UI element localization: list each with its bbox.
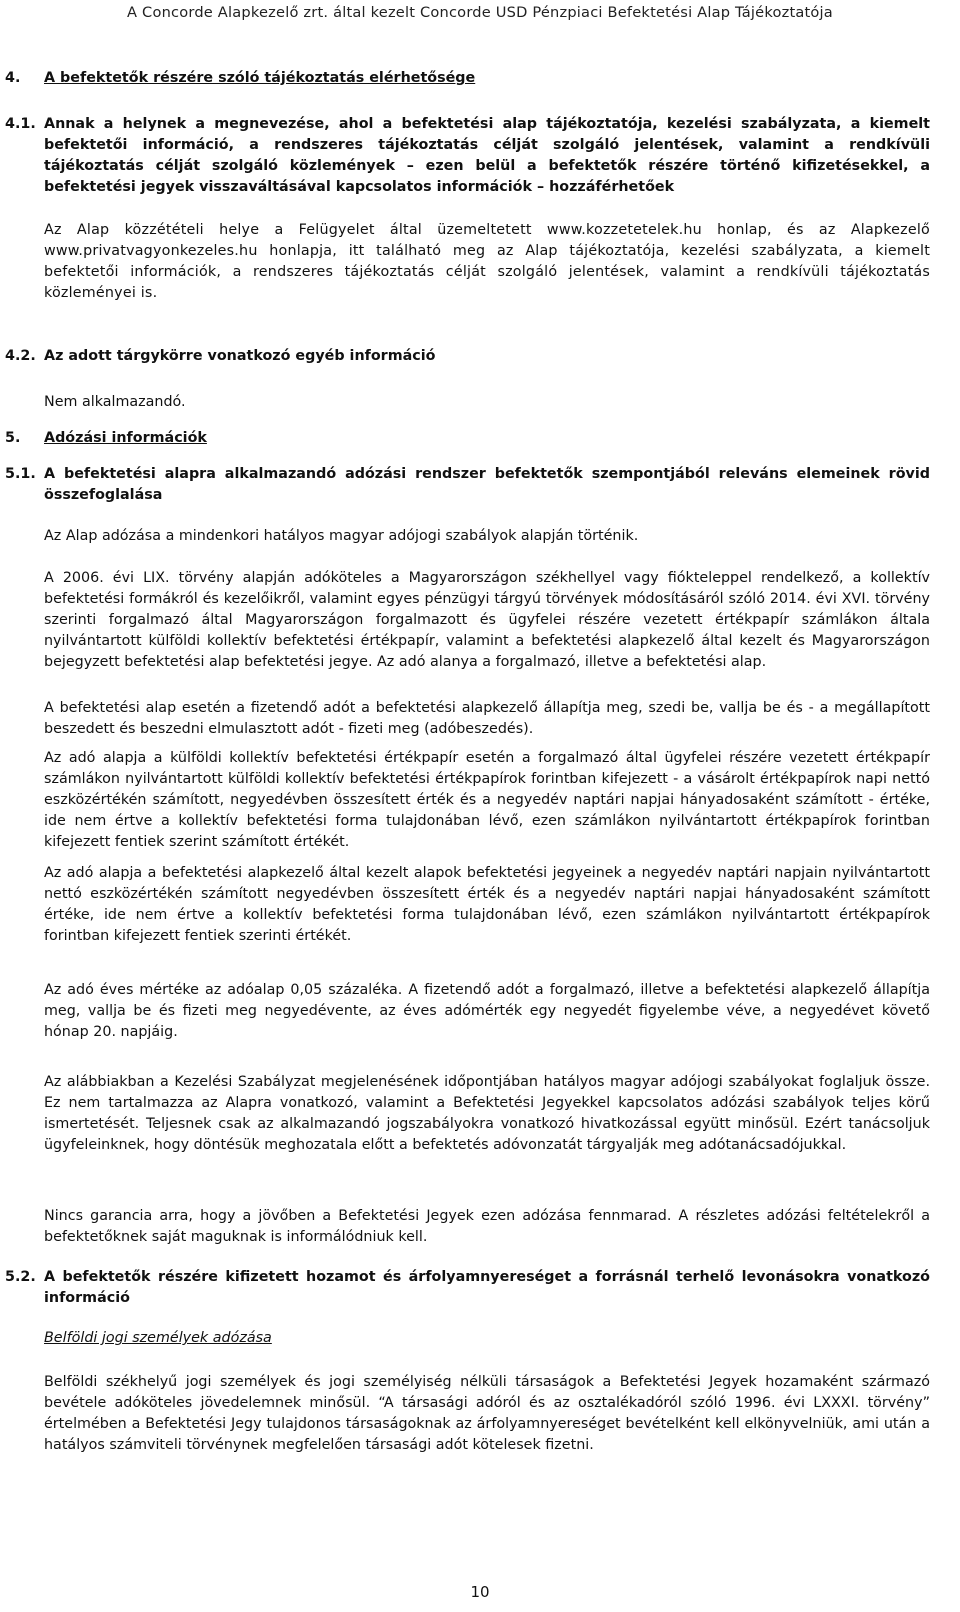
tax-paragraph-2: A 2006. évi LIX. törvény alapján adóköteles a Magyarországon székhellyel vagy fióktelеppel rendelkező, a kollektív befektetési formákról és kezelőikről, valamint egyes pénzügyi tárgyú törvények módosításáról szóló 2014. évi XVI. törvény szerinti forgalmazó által Magyarországon forgalmazott és ügyfelei részére vezetett értékpapír számlákon általa nyilvántartott külföldi kollektív befektetési értékpapír, valamint a befektetési alapkezelő által kezelt és Magyarországon bejegyzett befektetési alap befektetési jegye. Az adó alanya a forgalmazó, illetve a befektetési alap. bbox=[44, 570, 930, 670]
section-5-2-body: Belföldi székhelyű jogi személyek és jogi személyiség nélküli társaságok a Befektetési Jegyek hozamaként származó bevétele adóköteles jövedelemnek minősül. “A társasági adóról és az osztalékadóról szóló 1996. évi LXXXI. törvény” értelmében a Befektetési Jegy tulajdonos társaságoknak az árfolyamnyereséget bevételként kell elkönyvelniük, ami után a hatályos számviteli törvénynek megfelelően társasági adót kötelesek fizetni. bbox=[44, 1374, 930, 1453]
section-4-heading bbox=[5, 68, 930, 89]
section-5-1-title: A befektetési alapra alkalmazandó adózási rendszer befektetők szempontjából releváns elemeinek rövid összefoglalása bbox=[44, 466, 930, 503]
section-5-1-number: 5.1. bbox=[5, 466, 36, 482]
section-4-number: 4. bbox=[5, 70, 21, 86]
tax-paragraph-5: Az adó alapja a befektetési alapkezelő által kezelt alapok befektetési jegyeinek a negyedév naptári napjain nyilvántartott nettó eszközértékén számított negyedévben összesített érték és a negyedév naptári napjai hányadosaként számított értéke, ide nem értve a kollektív befektetési forma tulajdonában lévő, ezen számlákon nyilvántartott értékpapírok forintban kifejezett fentiek szerinti értékét. bbox=[44, 865, 930, 944]
section-5-heading bbox=[5, 428, 930, 449]
section-5-1-heading bbox=[5, 464, 930, 506]
section-4-2-body: Nem alkalmazandó. bbox=[44, 394, 186, 410]
section-4-2-number: 4.2. bbox=[5, 348, 36, 364]
section-4-1-title: Annak a helynek a megnevezése, ahol a befektetési alap tájékoztatója, kezelési szabályzata, a kiemelt befektetői információ, a rendszeres tájékoztatás célját szolgáló jelentések, valamint a rendkívüli tájékoztatás célját szolgáló közlemények – ezen belül a befektetők részére történő kifizetésekkel, a befektetési jegyek visszaváltásával kapcsolatos információk – hozzáférhetőek bbox=[44, 116, 930, 195]
section-5-2-subheading bbox=[44, 1328, 930, 1349]
subheading-text: Belföldi jogi személyek adózása bbox=[44, 1330, 272, 1346]
section-4-1-number: 4.1. bbox=[5, 116, 36, 132]
section-4-title: A befektetők részére szóló tájékoztatás elérhetősége bbox=[44, 70, 476, 86]
section-4-2-title: Az adott tárgykörre vonatkozó egyéb információ bbox=[44, 348, 436, 364]
section-4-2-heading bbox=[5, 346, 930, 367]
tax-paragraph-8: Nincs garancia arra, hogy a jövőben a Befektetési Jegyek ezen adózása fennmarad. A részletes adózási feltételekről a befektetőknek saját maguknak is informálódniuk kell. bbox=[44, 1208, 930, 1245]
section-4-1-heading bbox=[5, 114, 930, 198]
section-5-2-heading bbox=[5, 1267, 930, 1309]
section-5-2-title: A befektetők részére kifizetett hozamot és árfolyamnyereséget a forrásnál terhelő levonásokra vonatkozó információ bbox=[44, 1269, 930, 1306]
section-5-2-number: 5.2. bbox=[5, 1269, 36, 1285]
section-5-title: Adózási információk bbox=[44, 430, 207, 446]
tax-paragraph-3: A befektetési alap esetén a fizetendő adót a befektetési alapkezelő állapítja meg, szedi be, vallja be és - a megállapított beszedett és beszedni elmulasztott adót - fizeti meg (adóbeszedés). bbox=[44, 700, 930, 737]
tax-paragraph-4: Az adó alapja a külföldi kollektív befektetési értékpapír esetén a forgalmazó által ügyfelei részére vezetett értékpapír számlákon nyilvántartott külföldi kollektív befektetési értékpapírok forintban kifejezett - a vásárolt értékpapírok napi nettó eszközértékén számított, negyedévben összesített érték és a negyedév naptári napjai hányadosaként számított - értéke, ide nem értve a kollektív befektetési forma tulajdonában lévő, ezen számlákon nyilvántartott értékpapírok forintban kifejezett fentiek szerint számított értékét. bbox=[44, 750, 930, 850]
tax-paragraph-6: Az adó éves mértéke az adóalap 0,05 százaléka. A fizetendő adót a forgalmazó, illetve a befektetési alapkezelő állapítja meg, vallja be és fizeti meg negyedévente, az éves adómérték egy negyedét figyelembe véve, a negyedévet követő hónap 20. napjáig. bbox=[44, 982, 930, 1040]
tax-paragraph-7: Az alábbiakban a Kezelési Szabályzat megjelenésének időpontjában hatályos magyar adójogi szabályokat foglaljuk össze. Ez nem tartalmazza az Alapra vonatkozó, valamint a Befektetési Jegyekkel kapcsolatos adózási szabályok teljes körű ismertetését. Teljesnek csak az alkalmazandó jogszabályokra vonatkozó hivatkozással együtt minősül. Ezért tanácsoljuk ügyfeleinknek, hogy döntésük meghozatala előtt a befektetés adóvonzatát tárgyalják meg adótanácsadójukkal. bbox=[44, 1074, 930, 1153]
running-header: A Concorde Alapkezelő zrt. által kezelt Concorde USD Pénzpiaci Befektetési Alap Tájékoztatója bbox=[127, 4, 833, 21]
section-5-number: 5. bbox=[5, 430, 21, 446]
section-4-1-body: Az Alap közzétételi helye a Felügyelet által üzemeltetett www.kozzetetelek.hu honlap, és az Alapkezelő www.privatvagyonkezeles.hu honlapja, itt található meg az Alap tájékoztatója, kezelési szabályzata, a kiemelt befektetői információk, a rendszeres tájékoztatás célját szolgáló jelentések, valamint a rendkívüli tájékoztatás közleményei is. bbox=[44, 222, 930, 301]
page-number: 10 bbox=[470, 1583, 490, 1601]
tax-paragraph-1: Az Alap adózása a mindenkori hatályos magyar adójogi szabályok alapján történik. bbox=[44, 528, 639, 544]
